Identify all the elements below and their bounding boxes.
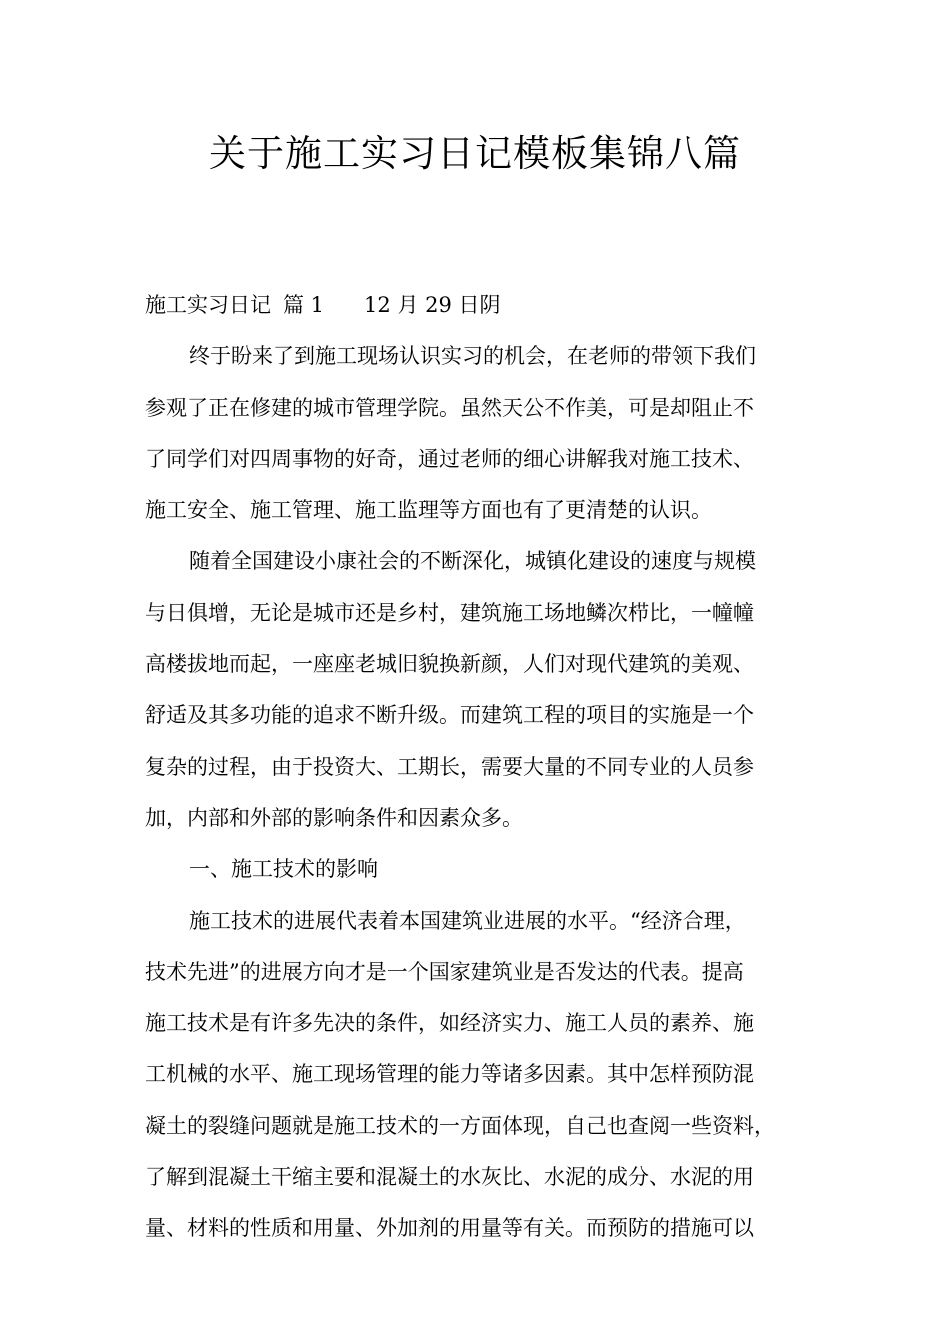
paragraph-line: 复杂的过程，由于投资大、工期长，需要大量的不同专业的人员参 [145,754,754,779]
paragraph-line: 随着全国建设小康社会的不断深化，城镇化建设的速度与规模 [189,549,756,574]
entry-label: 施工实习日记 [145,293,271,317]
paragraph-line: 高楼拔地而起，一座座老城旧貌换新颜，人们对现代建筑的美观、 [145,652,754,677]
entry-part: 篇 1 [283,293,325,317]
entry-header [145,280,825,331]
section-heading: 一、施工技术的影响 [189,857,378,882]
paragraph-line: 施工技术是有许多先决的条件，如经济实力、施工人员的素养、施 [145,1011,754,1036]
paragraph-line: 参观了正在修建的城市管理学院。虽然天公不作美，可是却阻止不 [145,395,754,420]
paragraph-line: 加，内部和外部的影响条件和因素众多。 [145,805,523,830]
paragraph-line: 施工安全、施工管理、施工监理等方面也有了更清楚的认识。 [145,498,712,523]
paragraph-line: 量、材料的性质和用量、外加剂的用量等有关。而预防的措施可以 [145,1216,754,1241]
document-body [145,280,825,1255]
paragraph-line: 终于盼来了到施工现场认识实习的机会，在老师的带领下我们 [189,344,756,369]
paragraph-line: 了同学们对四周事物的好奇，通过老师的细心讲解我对施工技术、 [145,446,754,471]
paragraph-line: 了解到混凝土干缩主要和混凝土的水灰比、水泥的成分、水泥的用 [145,1165,754,1190]
document-title: 关于施工实习日记模板集锦八篇 [209,132,741,175]
paragraph-line: 与日俱增，无论是城市还是乡村，建筑施工场地鳞次栉比，一幢幢 [145,600,754,625]
paragraph-line: 工机械的水平、施工现场管理的能力等诸多因素。其中怎样预防混 [145,1062,754,1087]
paragraph-line: 舒适及其多功能的追求不断升级。而建筑工程的项目的实施是一个 [145,703,754,728]
paragraph-line: 技术先进”的进展方向才是一个国家建筑业是否发达的代表。提高 [145,959,744,984]
paragraph-line: 施工技术的进展代表着本国建筑业进展的水平。“经济合理， [189,908,746,933]
paragraph-line: 凝土的裂缝问题就是施工技术的一方面体现，自己也查阅一些资料， [145,1113,775,1138]
entry-date-weather: 12 月 29 日阴 [364,293,501,317]
